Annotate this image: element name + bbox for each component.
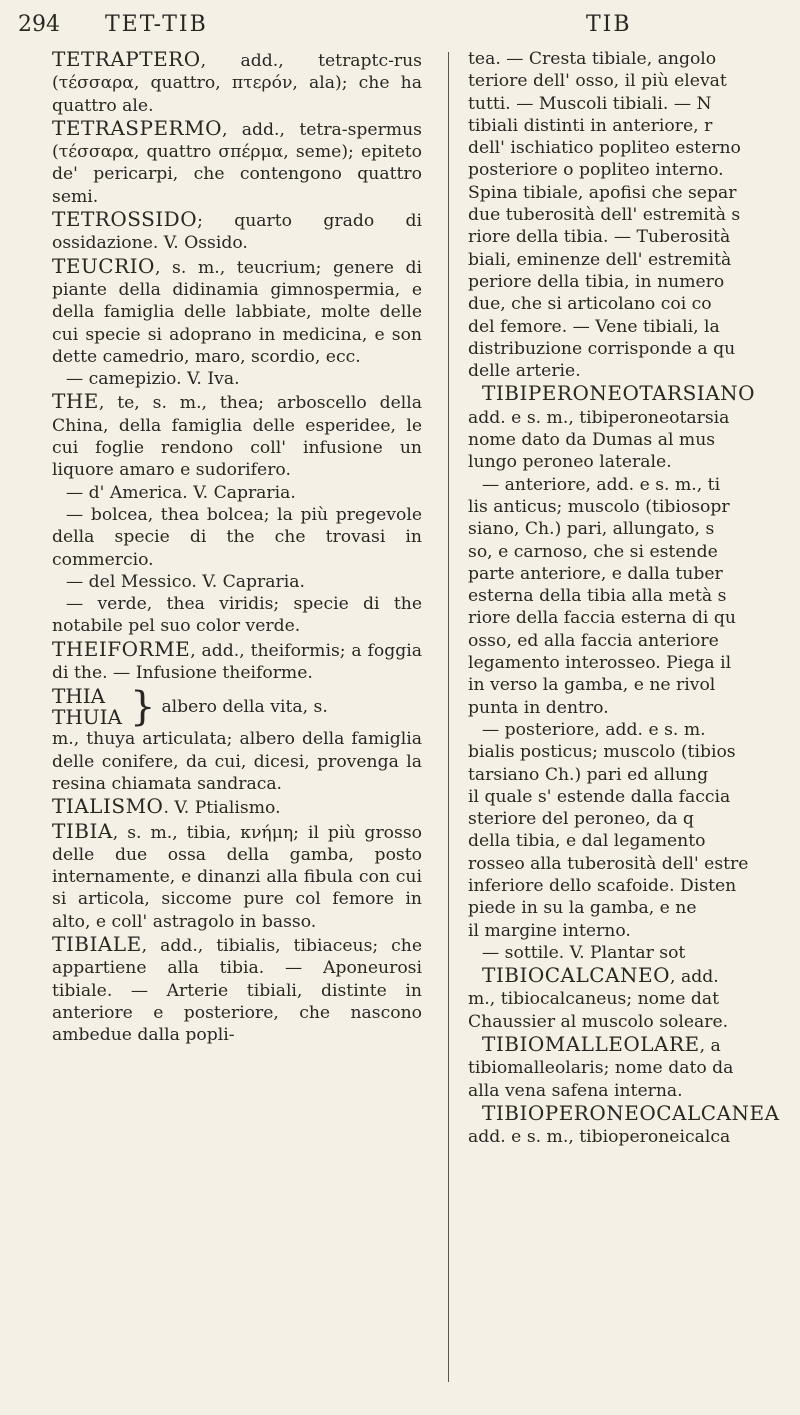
headword: THE — [52, 389, 99, 414]
entry-tialismo — [52, 795, 422, 819]
text-line: il quale s' estende dalla faccia — [468, 786, 731, 807]
left-column — [52, 48, 422, 1046]
definition: , te, s. m., thea; arboscello della China, della famiglia delle esperidee, le cui foglie rendono coll' infusione un liquore amaro e sudorifero. — [52, 393, 422, 481]
page-number: 294 — [18, 12, 60, 37]
entry-thia — [52, 684, 422, 731]
text-line: tea. — Cresta tibiale, angolo — [468, 49, 717, 69]
text-line: in verso la gamba, e ne rivol — [468, 675, 716, 696]
definition: , s. m., teucrium; genere di piante della didinamia gimnospermia, e della famiglia delle labbiate, molte delle cui specie si adoprano in medicina, e son dette camedrio, maro, scordio, ecc. — [52, 257, 422, 367]
text-line: tibiomalleolaris; nome dato da — [468, 1058, 734, 1079]
definition: , add., tibialis, tibiaceus; che appartiene alla tibia. — Aponeurosi tibiale. — Arterie tibiali, distinte in anteriore e posteriore, che nascono ambedue dalla popli- — [52, 935, 422, 1046]
text-line: due, che si articolano coi co — [468, 294, 712, 315]
entry-theiforme — [52, 638, 422, 685]
headword-tibiperoneotarsiano: TIBIPERONEOTARSIANO — [482, 382, 756, 406]
subentry: — bolcea, thea bolcea; la più pregevole della specie di the che trovasi in commercio. — [52, 504, 422, 570]
text-line: lis anticus; muscolo (tibiosopr — [468, 496, 730, 517]
text-line: teriore dell' osso, il più elevat — [468, 71, 727, 92]
subentry: — camepizio. V. Iva. — [66, 369, 240, 390]
definition: , add., theiformis; a foggia di the. — Infusione theiforme. — [52, 640, 422, 684]
headword: THUIA — [52, 705, 122, 730]
headword: THEIFORME — [52, 636, 191, 661]
text-line: add. e s. m., tibioperoneicalca — [468, 1127, 731, 1148]
text-line: delle arterie. — [468, 361, 581, 382]
headword: TIBIA — [52, 818, 113, 843]
entry-the — [52, 390, 422, 481]
text-line: periore della tibia, in numero — [468, 271, 725, 292]
definition: , add., tetra-spermus (τέσσαρα, quattro σπέρμα, seme); epiteto de' pericarpi, che contengono quattro semi. — [52, 119, 422, 207]
subentry: — del Messico. V. Capraria. — [66, 571, 305, 592]
headword: TIBIOCALCANEO — [482, 964, 671, 988]
subentry: — verde, thea viridis; specie di the notabile pel suo color verde. — [52, 594, 422, 637]
entry-tetrossido — [52, 208, 422, 255]
headword: TIALISMO — [52, 794, 164, 819]
subentry: — d' America. V. Capraria. — [66, 482, 296, 503]
text-line: inferiore dello scafoide. Disten — [468, 875, 737, 896]
text-line: tarsiano Ch.) pari ed allung — [468, 764, 709, 785]
text-line: il margine interno. — [468, 920, 631, 941]
text-line: due tuberosità dell' estremità s — [468, 205, 741, 226]
entry-tibiale — [52, 933, 422, 1046]
entry-tibiocalcaneo: TIBIOCALCANEO, add. — [482, 964, 719, 988]
text-line: — sottile. V. Plantar sot — [482, 942, 686, 963]
text-line: bialis posticus; muscolo (tibios — [468, 742, 736, 763]
headword-tibioperoneocalcaneo: TIBIOPERONEOCALCANEA — [482, 1101, 780, 1125]
text-line: steriore del peroneo, da q — [468, 809, 694, 830]
text-line: parte anteriore, e dalla tuber — [468, 563, 723, 584]
text-line: lungo peroneo laterale. — [468, 452, 672, 473]
text-line: add. e s. m., tibiperoneotarsia — [468, 407, 730, 428]
running-head-right: TIB — [586, 12, 632, 37]
text-line: della tibia, e dal legamento — [468, 831, 706, 852]
text-line: — posteriore, add. e s. m. — [482, 719, 706, 740]
headword-pair — [52, 686, 122, 728]
running-head-left: TET-TIB — [105, 12, 208, 37]
entry-tibia — [52, 820, 422, 933]
entry-tetraptero — [52, 48, 422, 117]
definition: , s. m., tibia, κνήμη; il più grosso delle due ossa della gamba, posto internamente, e dinanzi alla fibula con cui si articola, siccome pure col femore in alto, e coll' astragolo in basso. — [52, 822, 422, 932]
text-line: punta in dentro. — [468, 697, 609, 718]
text-line: alla vena safena interna. — [468, 1080, 683, 1101]
text-line: Spina tibiale, apofisi che separ — [468, 182, 737, 203]
text-line: — anteriore, add. e s. m., ti — [482, 474, 721, 495]
definition-continued: m., thuya articulata; albero della famiglia delle conifere, da cui, dicesi, provenga la resina chiamata sandraca. — [52, 729, 422, 794]
brace: } — [129, 684, 156, 731]
headword: TIBIOMALLEOLARE — [482, 1033, 700, 1057]
text-line: legamento interosseo. Piega il — [468, 653, 732, 674]
text-line: posteriore o popliteo interno. — [468, 160, 724, 181]
page-header — [0, 10, 800, 50]
text-line: osso, ed alla faccia anteriore — [468, 630, 719, 651]
text-line: del femore. — Vene tibiali, la — [468, 316, 720, 337]
headword: TIBIALE — [52, 931, 142, 956]
text-line: nome dato da Dumas al mus — [468, 430, 716, 451]
text-line: tutti. — Muscoli tibiali. — N — [468, 93, 712, 114]
text-line: biali, eminenze dell' estremità — [468, 249, 732, 270]
definition: ; quarto grado di ossidazione. V. Ossido. — [52, 211, 422, 254]
entry-tibiomalleolare: TIBIOMALLEOLARE, a — [482, 1033, 721, 1057]
definition: albero della vita, s. — [161, 697, 328, 718]
headword: TETROSSIDO — [52, 207, 198, 232]
headword: TETRAPTERO — [52, 47, 201, 71]
text-line: dell' ischiatico popliteo esterno — [468, 138, 741, 159]
text-line: riore della tibia. — Tuberosità — [468, 227, 731, 248]
text-line: rosseo alla tuberosità dell' estre — [468, 853, 749, 874]
text-line: siano, Ch.) pari, allungato, s — [468, 519, 715, 540]
text-line: tibiali distinti in anteriore, r — [468, 115, 713, 136]
definition: , add., tetraptc-rus (τέσσαρα, quattro, πτερόν, ala); che ha quattro ale. — [52, 51, 422, 116]
text-line: distribuzione corrisponde a qu — [468, 338, 736, 359]
text-line: so, e carnoso, che si estende — [468, 541, 718, 562]
text-line: esterna della tibia alla metà s — [468, 586, 727, 607]
column-divider — [448, 52, 449, 1382]
headword: THIA — [52, 684, 106, 709]
text-line: piede in su la gamba, e ne — [468, 898, 697, 919]
text-line: m., tibiocalcaneus; nome dat — [468, 989, 720, 1010]
headword: TEUCRIO — [52, 253, 155, 278]
entry-teucrio — [52, 255, 422, 368]
definition: . V. Ptialismo. — [163, 798, 281, 819]
headword: TETRASPERMO — [52, 115, 222, 140]
text-line: riore della faccia esterna di qu — [468, 608, 736, 629]
right-column — [468, 48, 800, 1149]
entry-tetraspermo — [52, 117, 422, 208]
text-line: Chaussier al muscolo soleare. — [468, 1011, 729, 1032]
